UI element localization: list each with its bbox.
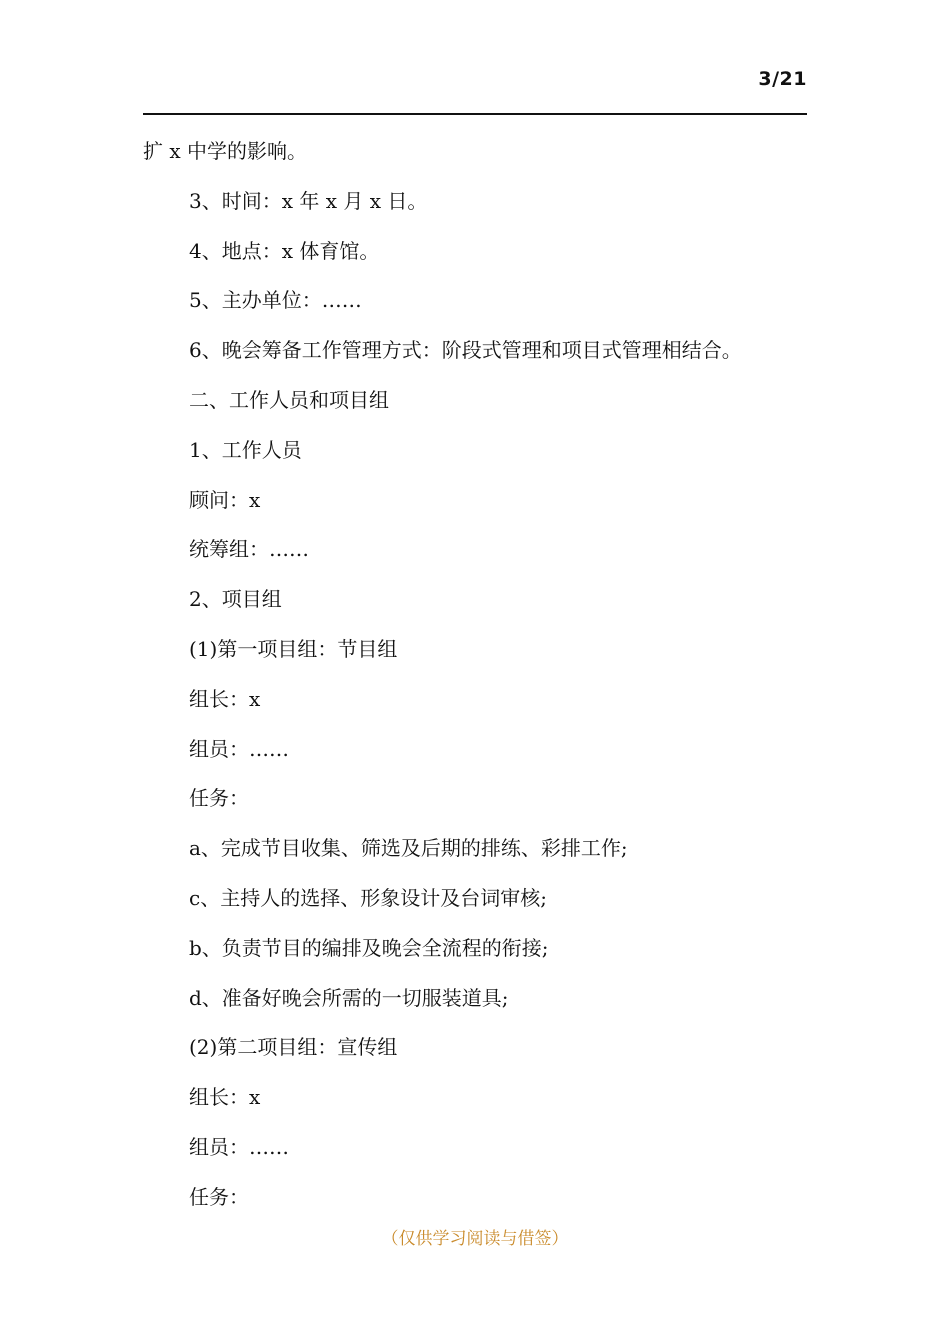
item-organizer: 5、主办单位：…… [189,288,362,313]
subheading-project-groups: 2、项目组 [189,587,282,612]
section-heading-staff-groups: 二、工作人员和项目组 [189,387,389,412]
subheading-staff: 1、工作人员 [189,437,302,462]
group-2-tasks-label: 任务： [189,1184,249,1209]
group-1-heading: (1)第一项目组：节目组 [189,636,398,661]
group-1-members: 组员：…… [189,736,289,761]
document-body [143,127,807,1223]
group-2-heading: (2)第二项目组：宣传组 [189,1035,398,1060]
group-2-leader: 组长：x [189,1085,261,1110]
group-1-task-d: d、准备好晚会所需的一切服装道具; [189,985,509,1010]
header-divider [143,113,807,115]
coordination-group-line: 统筹组：…… [189,537,309,562]
advisor-line: 顾问：x [189,487,261,512]
item-management-method: 6、晚会筹备工作管理方式：阶段式管理和项目式管理相结合。 [189,338,742,363]
group-1-tasks-label: 任务： [189,786,249,811]
page-number: 3/21 [758,68,807,90]
footer-note: （仅供学习阅读与借签） [381,1229,569,1249]
paragraph-continuation: 扩 x 中学的影响。 [143,139,307,163]
group-2-members: 组员：…… [189,1134,289,1159]
group-1-leader: 组长：x [189,686,261,711]
group-1-task-a: a、完成节目收集、筛选及后期的排练、彩排工作; [189,836,628,861]
group-1-task-c: c、主持人的选择、形象设计及台词审核; [189,885,547,910]
item-time: 3、时间：x 年 x 月 x 日。 [189,188,428,213]
item-location: 4、地点：x 体育馆。 [189,238,380,263]
group-1-task-b: b、负责节目的编排及晚会全流程的衔接; [189,935,549,960]
